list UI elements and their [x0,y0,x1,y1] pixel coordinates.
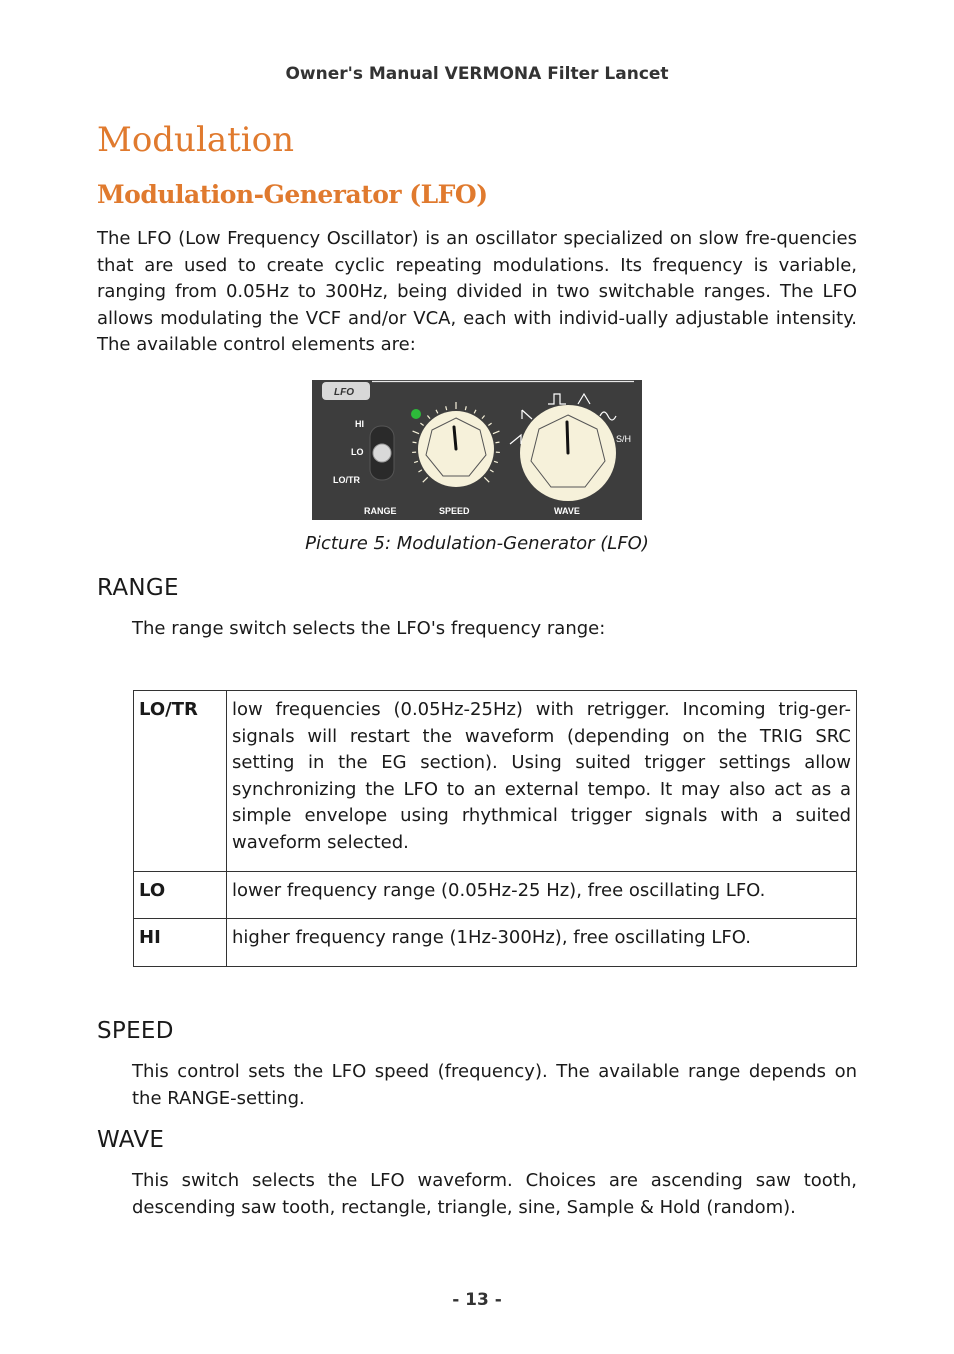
lfo-led-icon [411,409,421,419]
range-description: higher frequency range (1Hz-300Hz), free oscillating LFO. [227,919,857,967]
range-key: LO/TR [134,691,227,872]
range-key: HI [134,919,227,967]
speed-paragraph: This control sets the LFO speed (frequency). The available range depends on the RANGE-setting. [132,1061,857,1109]
wave-heading: WAVE [97,1127,165,1153]
speed-scale-tick [413,442,417,443]
subsection-title: Modulation-Generator (LFO) [97,180,488,209]
speed-knob-pointer [454,427,456,449]
switch-label-hi: HI [355,419,364,429]
table-row [134,871,857,919]
range-heading: RANGE [97,575,179,601]
page-number: - 13 - [452,1290,502,1310]
speed-label: SPEED [439,506,470,516]
section-title: Modulation [97,120,294,160]
wave-paragraph: This switch selects the LFO waveform. Choices are ascending saw tooth, descending saw tooth, rectangle, triangle, sine, Sample & Hold (random). [132,1170,857,1218]
sh-label: S/H [616,434,632,444]
wave-knob-pointer [567,422,568,453]
range-description: lower frequency range (0.05Hz-25 Hz), free oscillating LFO. [227,871,857,919]
speed-heading: SPEED [97,1018,174,1044]
table-row [134,691,857,872]
running-header: Owner's Manual VERMONA Filter Lancet [285,64,669,84]
range-key: LO [134,871,227,919]
lfo-tag-text: LFO [334,387,354,398]
range-table [133,690,857,967]
range-description: low frequencies (0.05Hz-25Hz) with retrigger. Incoming trig-ger-signals will restart the waveform (depending on the TRIG SRC setting in the EG section). Using suited trigger settings allow synchronizing the LFO to an external tempo. It may also act as a simple envelope using rhythmical trigger signals with a suited waveform selected. [227,691,857,872]
lfo-panel-figure [312,380,642,520]
speed-scale-tick [496,442,500,443]
intro-paragraph: The LFO (Low Frequency Oscillator) is an oscillator specialized on slow fre-quencies that are used to create cyclic repeating modulations. Its frequency is variable, ranging from 0.05Hz to 300Hz, being divided in two switchable ranges. The LFO allows modulating the VCF and/or VCA, each with individ-ually adjustable intensity. The available control elements are: [97,228,857,356]
range-switch-lever [373,444,391,462]
table-row [134,919,857,967]
range-label: RANGE [364,506,397,516]
figure-caption: Picture 5: Modulation-Generator (LFO) [305,533,649,554]
lfo-panel-image [312,380,642,520]
switch-label-lotr: LO/TR [333,475,360,485]
range-paragraph: The range switch selects the LFO's frequency range: [132,618,606,639]
switch-label-lo: LO [351,447,364,457]
wave-label: WAVE [554,506,580,516]
